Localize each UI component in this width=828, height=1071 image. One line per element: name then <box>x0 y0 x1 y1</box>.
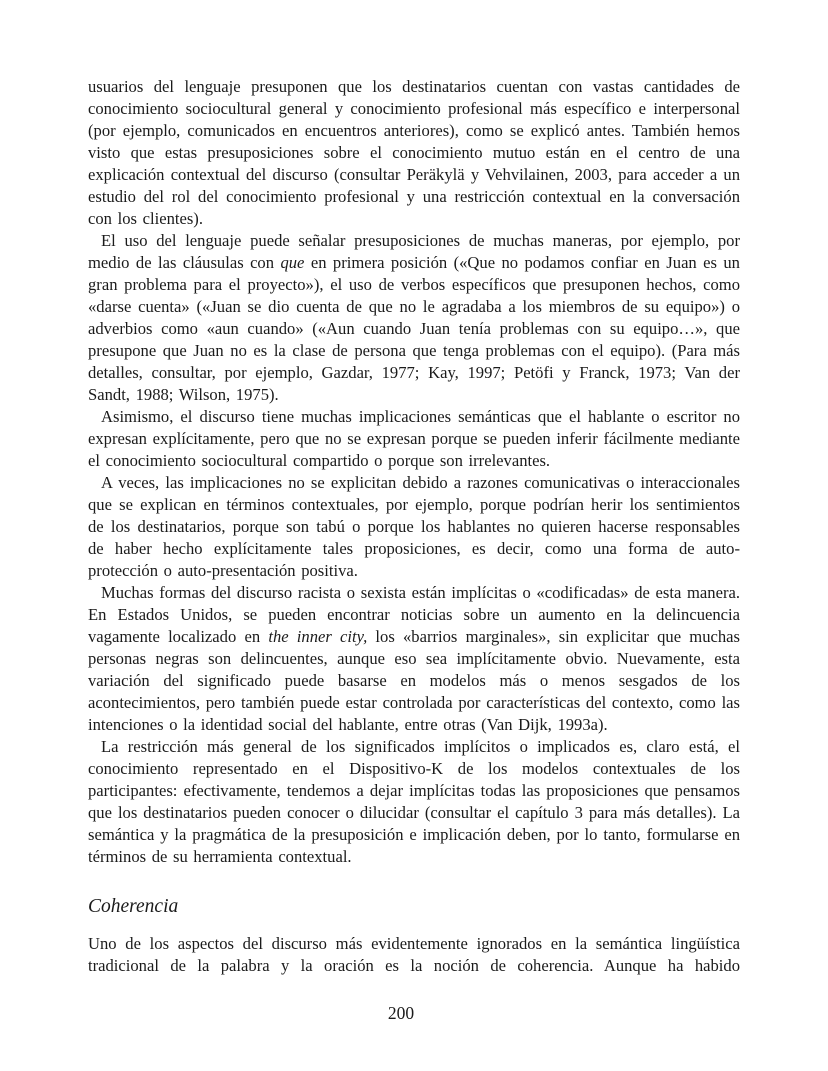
paragraph <box>88 736 740 868</box>
paragraph <box>88 230 740 406</box>
italic-text-run: Coherencia <box>88 896 179 917</box>
text-run: El uso del lenguaje puede señalar presuposiciones de muchas maneras, por ejemplo, por medio de las cláusulas con <box>88 231 740 272</box>
text-run: La restricción más general de los significados implícitos o implicados es, claro está, el conocimiento representado en el Dispositivo-K de los modelos contextuales de los participantes: efectivamente, tendemos a dejar implícitas todas las proposiciones que pensamos que los destinatarios pueden conocer o dilucidar (consultar el capítulo 3 para más detalles). La semántica y la pragmática de la presuposición e implicación deben, por lo tanto, formularse en términos de su herramienta contextual. <box>88 737 740 866</box>
italic-text-run: que <box>280 253 305 272</box>
text-run: Muchas formas del discurso racista o sexista están implícitas o «codificadas» de esta manera. En Estados Unidos, se pueden encontrar noticias sobre un aumento en la delincuencia vagamente localizado en <box>88 583 740 646</box>
section-heading <box>88 895 740 919</box>
text-run: Asimismo, el discurso tiene muchas implicaciones semánticas que el hablante o escritor no expresan explícitamente, pero que no se expresan porque se pueden inferir fácilmente mediante el conocimiento sociocultural compartido o porque son irrelevantes. <box>88 407 740 470</box>
paragraph <box>88 933 740 977</box>
text-run: A veces, las implicaciones no se explicitan debido a razones comunicativas o interaccionales que se explican en términos contextuales, por ejemplo, porque podrían herir los sentimientos de los destinatarios, porque son tabú o porque los hablantes no quieren hacerse responsables de haber hecho explícitamente tales proposiciones, es decir, como una forma de auto-protección o auto-presentación positiva. <box>88 473 740 580</box>
italic-text-run: the inner city, <box>268 627 368 646</box>
page-number: 200 <box>387 1003 415 1023</box>
paragraph <box>88 472 740 582</box>
text-run: en primera posición («Que no podamos confiar en Juan es un gran problema para el proyecto»), el uso de verbos específicos que presuponen hechos, como «darse cuenta» («Juan se dio cuenta de que no le agradaba a los miembros de su equipo») o adverbios como «aun cuando» («Aun cuando Juan tenía problemas con su equipo…», que presupone que Juan no es la clase de persona que tenga problemas con el equipo). (Para más detalles, consultar, por ejemplo, Gazdar, 1977; Kay, 1997; Petöfi y Franck, 1973; Van der Sandt, 1988; Wilson, 1975). <box>88 253 740 404</box>
paragraph <box>88 582 740 736</box>
text-run: Uno de los aspectos del discurso más evidentemente ignorados en la semántica lingüística tradicional de la palabra y la oración es la noción de coherencia. Aunque ha habido <box>88 934 740 975</box>
paragraph <box>88 76 740 230</box>
paragraph <box>88 406 740 472</box>
text-run: usuarios del lenguaje presuponen que los destinatarios cuentan con vastas cantidades de conocimiento sociocultural general y conocimiento profesional más específico e interpersonal (por ejemplo, comunicados en encuentros anteriores), como se explicó antes. También hemos visto que estas presuposiciones sobre el conocimiento mutuo están en el centro de una explicación contextual del discurso (consultar Peräkylä y Vehvilainen, 2003, para acceder a un estudio del rol del conocimiento profesional y una restricción contextual en la conversación con los clientes). <box>88 77 740 228</box>
text-block <box>88 76 740 977</box>
text-run: los «barrios marginales», sin explicitar que muchas personas negras son delincuentes, aunque eso sea implícitamente obvio. Nuevamente, esta variación del significado puede basarse en modelos más o menos sesgados de los acontecimientos, pero también puede estar controlada por características del contexto, como las intenciones o la identidad social del hablante, entre otras (Van Dijk, 1993a). <box>88 627 740 734</box>
